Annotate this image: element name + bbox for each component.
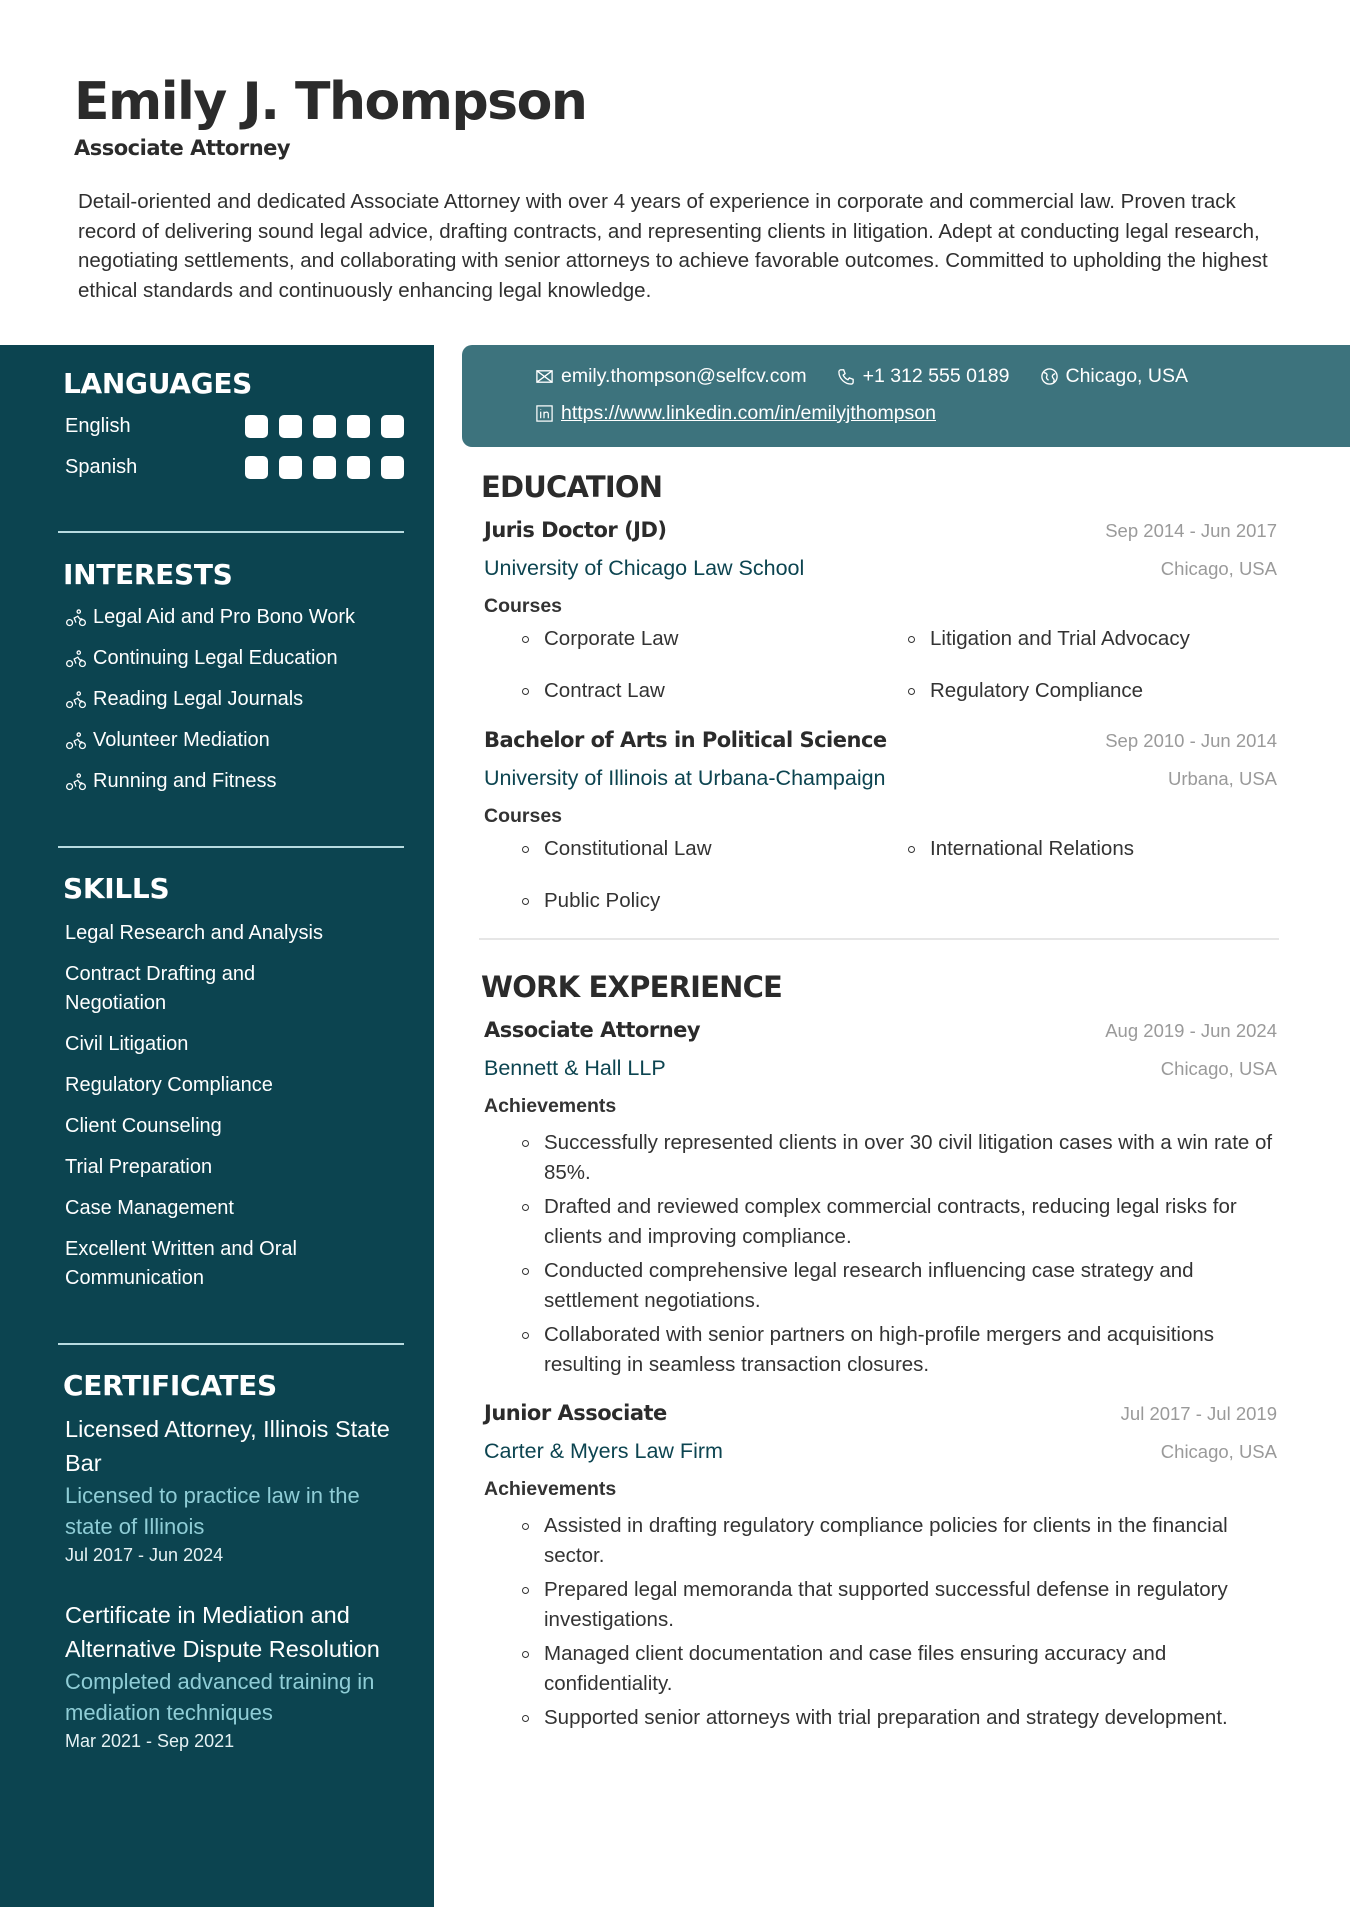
- interests-section: [58, 558, 404, 802]
- cyclist-icon: [65, 771, 87, 793]
- phone-icon: [837, 367, 856, 386]
- experience-entry: [484, 1018, 1277, 1379]
- location-text: Chicago, USA: [1065, 365, 1188, 387]
- course-list: [522, 624, 1277, 706]
- language-name: English: [65, 415, 131, 437]
- contact-phone[interactable]: [837, 365, 1010, 388]
- certificate-description: Licensed to practice law in the state of Illinois: [65, 1483, 360, 1539]
- skill-item: Trial Preparation: [65, 1156, 213, 1178]
- experience-date: Aug 2019 - Jun 2024: [1105, 1020, 1277, 1041]
- skill-item: Client Counseling: [65, 1115, 222, 1137]
- section-divider: [479, 938, 1279, 940]
- interest-item: [65, 679, 404, 720]
- course-list: [522, 834, 1277, 916]
- certificate-name: Certificate in Mediation and Alternative Dispute Resolution: [65, 1602, 380, 1662]
- course-item: International Relations: [908, 834, 1258, 864]
- candidate-name: Emily J. Thompson: [74, 72, 587, 132]
- certificate-item: [65, 1412, 395, 1568]
- interest-label: Running and Fitness: [93, 770, 277, 792]
- education-location: Urbana, USA: [1168, 768, 1277, 789]
- company-name: Carter & Myers Law Firm: [484, 1439, 723, 1463]
- company-name: Bennett & Hall LLP: [484, 1056, 666, 1080]
- courses-label: Courses: [484, 805, 563, 827]
- certificate-description: Completed advanced training in mediation techniques: [65, 1669, 375, 1725]
- course-item: Corporate Law: [522, 624, 908, 654]
- certificates-title: CERTIFICATES: [63, 1369, 277, 1402]
- skill-item: Civil Litigation: [65, 1033, 189, 1055]
- language-name: Spanish: [65, 456, 138, 478]
- level-dot: [245, 456, 268, 479]
- courses-label: Courses: [484, 595, 563, 617]
- course-item: Public Policy: [522, 886, 908, 916]
- achievement-list: [522, 1511, 1277, 1733]
- certificate-date: Jul 2017 - Jun 2024: [65, 1545, 224, 1565]
- level-dot: [279, 415, 302, 438]
- envelope-icon: [535, 367, 554, 386]
- experience-location: Chicago, USA: [1160, 1058, 1277, 1079]
- language-level-indicator: [245, 415, 404, 438]
- contact-location: [1040, 365, 1188, 388]
- email-text: emily.thompson@selfcv.com: [561, 365, 807, 387]
- phone-text: +1 312 555 0189: [862, 365, 1010, 387]
- cyclist-icon: [65, 648, 87, 670]
- level-dot: [245, 415, 268, 438]
- achievement-item: Successfully represented clients in over 30 civil litigation cases with a win rate of 85%.: [522, 1128, 1282, 1187]
- interest-item: [65, 720, 404, 761]
- language-row: [65, 447, 404, 488]
- language-level-indicator: [245, 456, 404, 479]
- level-dot: [381, 456, 404, 479]
- role-title: Associate Attorney: [484, 1018, 701, 1042]
- experience-date: Jul 2017 - Jul 2019: [1120, 1403, 1277, 1424]
- education-entry: [484, 728, 1277, 916]
- skill-item: Legal Research and Analysis: [65, 922, 323, 944]
- education-title: EDUCATION: [481, 470, 663, 504]
- level-dot: [381, 415, 404, 438]
- interest-label: Volunteer Mediation: [93, 729, 270, 751]
- achievement-item: Assisted in drafting regulatory compliance policies for clients in the financial sector.: [522, 1511, 1282, 1570]
- interest-label: Legal Aid and Pro Bono Work: [93, 606, 356, 628]
- achievement-item: Prepared legal memoranda that supported successful defense in regulatory investigations.: [522, 1575, 1282, 1634]
- interests-title: INTERESTS: [63, 558, 233, 591]
- resume-header: [74, 66, 1274, 160]
- contact-email[interactable]: [535, 365, 807, 388]
- interest-label: Continuing Legal Education: [93, 647, 338, 669]
- education-date: Sep 2014 - Jun 2017: [1105, 520, 1277, 541]
- experience-location: Chicago, USA: [1160, 1441, 1277, 1462]
- school-name: University of Illinois at Urbana-Champaign: [484, 766, 886, 790]
- course-item: Constitutional Law: [522, 834, 908, 864]
- summary-text: Detail-oriented and dedicated Associate Attorney with over 4 years of experience in corporate and commercial law. Proven track record of delivering sound legal advice, drafting contracts, and representing clients in litigation. Adept at conducting legal research, negotiating settlements, and collaborating with senior attorneys to achieve favorable outcomes. Committed to upholding the highest ethical standards and continuously enhancing legal knowledge.: [78, 190, 1268, 303]
- education-date: Sep 2010 - Jun 2014: [1105, 730, 1277, 751]
- experience-section: [481, 970, 1277, 1733]
- level-dot: [347, 415, 370, 438]
- skills-title: SKILLS: [63, 872, 170, 905]
- level-dot: [313, 456, 336, 479]
- experience-title: WORK EXPERIENCE: [481, 970, 783, 1004]
- main-content: [481, 470, 1277, 1755]
- interest-item: [65, 761, 404, 802]
- certificate-item: [65, 1598, 401, 1754]
- languages-section: [58, 367, 404, 488]
- skill-item: Contract Drafting and Negotiation: [65, 963, 256, 1014]
- contact-linkedin[interactable]: [535, 402, 936, 425]
- school-name: University of Chicago Law School: [484, 556, 805, 580]
- course-item: Litigation and Trial Advocacy: [908, 624, 1258, 654]
- linkedin-icon: [535, 404, 554, 423]
- job-title: Associate Attorney: [74, 136, 291, 160]
- certificates-section: [58, 1369, 404, 1784]
- degree-title: Bachelor of Arts in Political Science: [484, 728, 887, 752]
- languages-title: LANGUAGES: [63, 367, 253, 400]
- education-entry: [484, 518, 1277, 706]
- achievement-item: Conducted comprehensive legal research influencing case strategy and settlement negotiations.: [522, 1256, 1282, 1315]
- interest-label: Reading Legal Journals: [93, 688, 304, 710]
- level-dot: [313, 415, 336, 438]
- interest-item: [65, 638, 404, 679]
- level-dot: [279, 456, 302, 479]
- role-title: Junior Associate: [484, 1401, 667, 1425]
- skill-item: Case Management: [65, 1197, 234, 1219]
- course-item: Contract Law: [522, 676, 908, 706]
- globe-icon: [1040, 367, 1059, 386]
- cyclist-icon: [65, 730, 87, 752]
- achievement-item: Managed client documentation and case files ensuring accuracy and confidentiality.: [522, 1639, 1282, 1698]
- skill-item: Excellent Written and Oral Communication: [65, 1238, 297, 1289]
- level-dot: [347, 456, 370, 479]
- achievement-list: [522, 1128, 1277, 1379]
- skill-item: Regulatory Compliance: [65, 1074, 273, 1096]
- education-section: [481, 470, 1277, 916]
- certificate-date: Mar 2021 - Sep 2021: [65, 1731, 235, 1751]
- achievements-label: Achievements: [484, 1478, 617, 1500]
- education-location: Chicago, USA: [1160, 558, 1277, 579]
- interest-item: [65, 597, 404, 638]
- achievements-label: Achievements: [484, 1095, 617, 1117]
- sidebar: [0, 345, 434, 1907]
- experience-entry: [484, 1401, 1277, 1733]
- cyclist-icon: [65, 607, 87, 629]
- section-divider: [58, 1343, 404, 1345]
- achievement-item: Collaborated with senior partners on high-profile mergers and acquisitions resulting in seamless transaction closures.: [522, 1320, 1282, 1379]
- certificate-name: Licensed Attorney, Illinois State Bar: [65, 1416, 390, 1476]
- language-row: [65, 406, 404, 447]
- course-item: Regulatory Compliance: [908, 676, 1258, 706]
- section-divider: [58, 531, 404, 533]
- section-divider: [58, 846, 404, 848]
- cyclist-icon: [65, 689, 87, 711]
- degree-title: Juris Doctor (JD): [484, 518, 667, 542]
- achievement-item: Drafted and reviewed complex commercial contracts, reducing legal risks for clients and improving compliance.: [522, 1192, 1282, 1251]
- linkedin-link[interactable]: https://www.linkedin.com/in/emilyjthompson: [561, 402, 936, 424]
- achievement-item: Supported senior attorneys with trial preparation and strategy development.: [522, 1703, 1282, 1733]
- skills-section: [58, 872, 404, 1305]
- contact-bar: [462, 345, 1350, 447]
